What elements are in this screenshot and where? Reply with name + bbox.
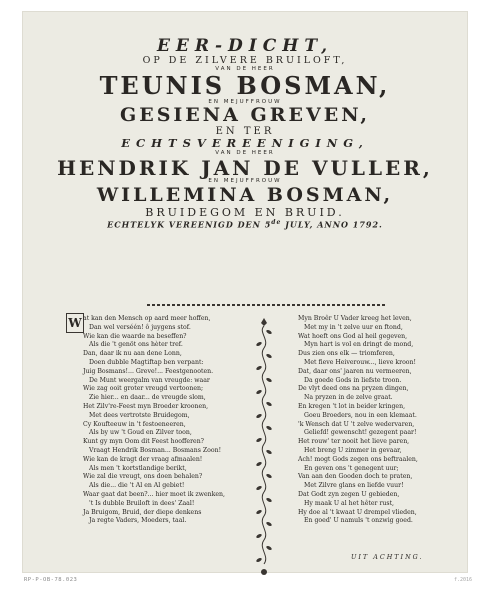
vine-leaf [266, 377, 273, 383]
verse-line: Hy doe al 't kwaat U drempel vlieden, [298, 508, 417, 516]
inventory-stamp: RP-P-OB-78.023 [24, 577, 78, 583]
verse-line: Dat, daar ons' jaaren nu vermeeren, [298, 367, 412, 375]
dropcap-letter: W [68, 316, 82, 330]
verse-line: Met my in 't zelve uur en ftond, [304, 323, 403, 331]
verse-line: Als die... die 't Al en Al gebiet! [89, 482, 185, 490]
vine-leaf [266, 521, 273, 527]
verse-line: Geliefd! gewenscht! gezegent paar! [304, 429, 417, 437]
vine-leaf [256, 365, 263, 371]
decorative-rule [147, 304, 387, 306]
verse-line: Myn Broêr U Vader kreeg het leven, [298, 315, 412, 322]
verse-line: Myn hart is vol en dringt de mond, [304, 341, 414, 349]
verse-line: En goed' U namuls 't onzwig goed. [304, 517, 413, 525]
title-line: WILLEMINA BOSMAN, [96, 184, 394, 207]
vine-leaf [266, 353, 273, 359]
verse-line: Vraagt Hendrik Bosman... Bosmans Zoon! [89, 446, 222, 454]
verse-line: Hy maak U al het hêter rust, [304, 499, 395, 507]
verse-line: Zie hier... en daar... de vreugde slom, [89, 394, 206, 402]
verse-line: Juig Bosmans!... Greve!... Feestgenooten. [83, 367, 214, 375]
verse-line: Waar gaat dat been?... hier moet ik zwenken, [83, 490, 225, 498]
vine-leaf [266, 473, 273, 479]
vine-leaf [266, 449, 273, 455]
title-line: VAN DE HEER [215, 150, 275, 157]
verse-line: Wat hoeft ons God al heil gegeven, [298, 332, 408, 340]
poem-title-block [23, 38, 467, 228]
verse-line: 't Is dubble Bruiloft in dees' Zaal! [89, 499, 195, 507]
verse-line: Goeu Broeders, nou in een klemaat. [304, 411, 417, 419]
verse-line: Het Zilv're-Feest myn Broeder kroonen, [83, 402, 209, 410]
title-line: BRUIDEGOM EN BRUID. [145, 205, 345, 219]
verse-line: Ja regte Vaders, Moeders, taal. [89, 517, 187, 525]
verse-line: Wie zag ooit groter vreugd vertoonen; [83, 385, 204, 393]
verse-line: Da goede Gods in liefste troon. [304, 376, 402, 384]
verse-line: Met Zilvre glans en liefde vuur! [304, 482, 404, 490]
marriage-date-line: ECHTELYK VEREENIGD DEN 5de JULY, ANNO 1792. [107, 218, 383, 230]
verse-line: Het rouw' ter nooit het lieve paren, [298, 438, 410, 446]
verse-line: Kunt gy myn Oom dit Feest hoofferen? [83, 438, 204, 446]
vine-leaf [266, 425, 273, 431]
verse-line: En geven ons 't genegent uur; [304, 464, 399, 472]
vine-leaf [256, 557, 263, 563]
closing-signature: UIT ACHTING. [351, 553, 424, 561]
poem-right-column [298, 315, 468, 526]
title-line: ECHTSVEREENIGING, [121, 136, 369, 151]
verse-line: Als die 't genöt ons hèter tref. [89, 341, 183, 349]
title-line: EER-DICHT, [156, 36, 334, 56]
vine-leaf [256, 509, 263, 515]
verse-line: 'k Wensch dat U 't zelve wedervaren, [298, 420, 415, 428]
verse-line: Met dees vertrotste Bruidegom, [89, 411, 190, 419]
verse-line: Als by uw 't Goud en Zilver toon, [89, 429, 192, 437]
verse-line: De Munt weergalm van vreugde: waar [89, 376, 210, 384]
verse-line: Cy Koufteeuw in 't festoeneeren, [83, 420, 186, 428]
verse-line: Ja Bruigom, Bruid, der diepe denkens [83, 508, 202, 516]
page-reference-stamp: f.2016 [454, 577, 473, 583]
verse-line: Dat Godt zyn zegen U gebieden, [298, 490, 400, 498]
title-line: HENDRIK JAN DE VULLER, [57, 156, 433, 181]
title-line: EN MEJUFFROUW [208, 178, 282, 185]
verse-line: Met fieve Heiverouw..., lieve kroon! [304, 358, 416, 366]
verse-line: Van aan den Gooden doch te praten, [298, 473, 413, 481]
vine-leaf [266, 401, 273, 407]
verse-line: Dus zien ons elk — triomferen, [298, 350, 395, 358]
verse-line: Dan wel verséén! ô juygens stof. [89, 323, 191, 331]
vine-leaf [256, 341, 263, 347]
poem-left-column [83, 315, 253, 526]
title-line: EN TER [215, 125, 275, 137]
verse-line: Wie kan de kragt der vraag afmaalen! [83, 455, 203, 463]
verse-line: De vlyt deed ons na pryzen dingen, [298, 385, 409, 393]
verse-line: Wie zal die vreugt, ons doen behalen? [83, 473, 203, 481]
verse-line: Ach! mogt Gods zegen ons beftraalen, [298, 455, 418, 463]
title-line: OP DE ZILVERE BRUILOFT, [142, 55, 348, 67]
vine-leaf [256, 413, 263, 419]
vine-leaf [256, 437, 263, 443]
title-line: VAN DE HEER [215, 66, 275, 73]
vine-leaf [256, 461, 263, 467]
vine-leaf [256, 389, 263, 395]
title-line: EN MEJUFFROUW [208, 98, 282, 105]
verse-line: Doen dubble Magtiftap ben verpant: [89, 358, 204, 366]
broadsheet-page [22, 11, 468, 573]
verse-line: Als men 't kortstlandige berikt, [89, 464, 187, 472]
verse-line: Na pryzen in de zelve graat. [304, 394, 393, 402]
verse-line: at kan den Mensch op aard meer hoffen, [83, 315, 211, 322]
vine-leaf [266, 329, 273, 335]
vine-leaf [256, 485, 263, 491]
vine-leaf [266, 497, 273, 503]
verse-line: Dan, daar ik nu aan dene Lonn, [83, 350, 182, 358]
title-line: GESIENA GREVEN, [119, 104, 370, 127]
vertical-vine-ornament [254, 318, 274, 580]
dropcap-ornament [66, 313, 84, 333]
verse-line: Het breng U zimmer in gevaar, [304, 446, 402, 454]
vine-leaf [266, 545, 273, 551]
vine-leaf [256, 533, 263, 539]
title-line: TEUNIS BOSMAN, [99, 71, 391, 101]
verse-line: En kregen 't lot in beider kringen, [298, 402, 406, 410]
verse-line: Wie kan die waarde na beseffen? [83, 332, 187, 340]
